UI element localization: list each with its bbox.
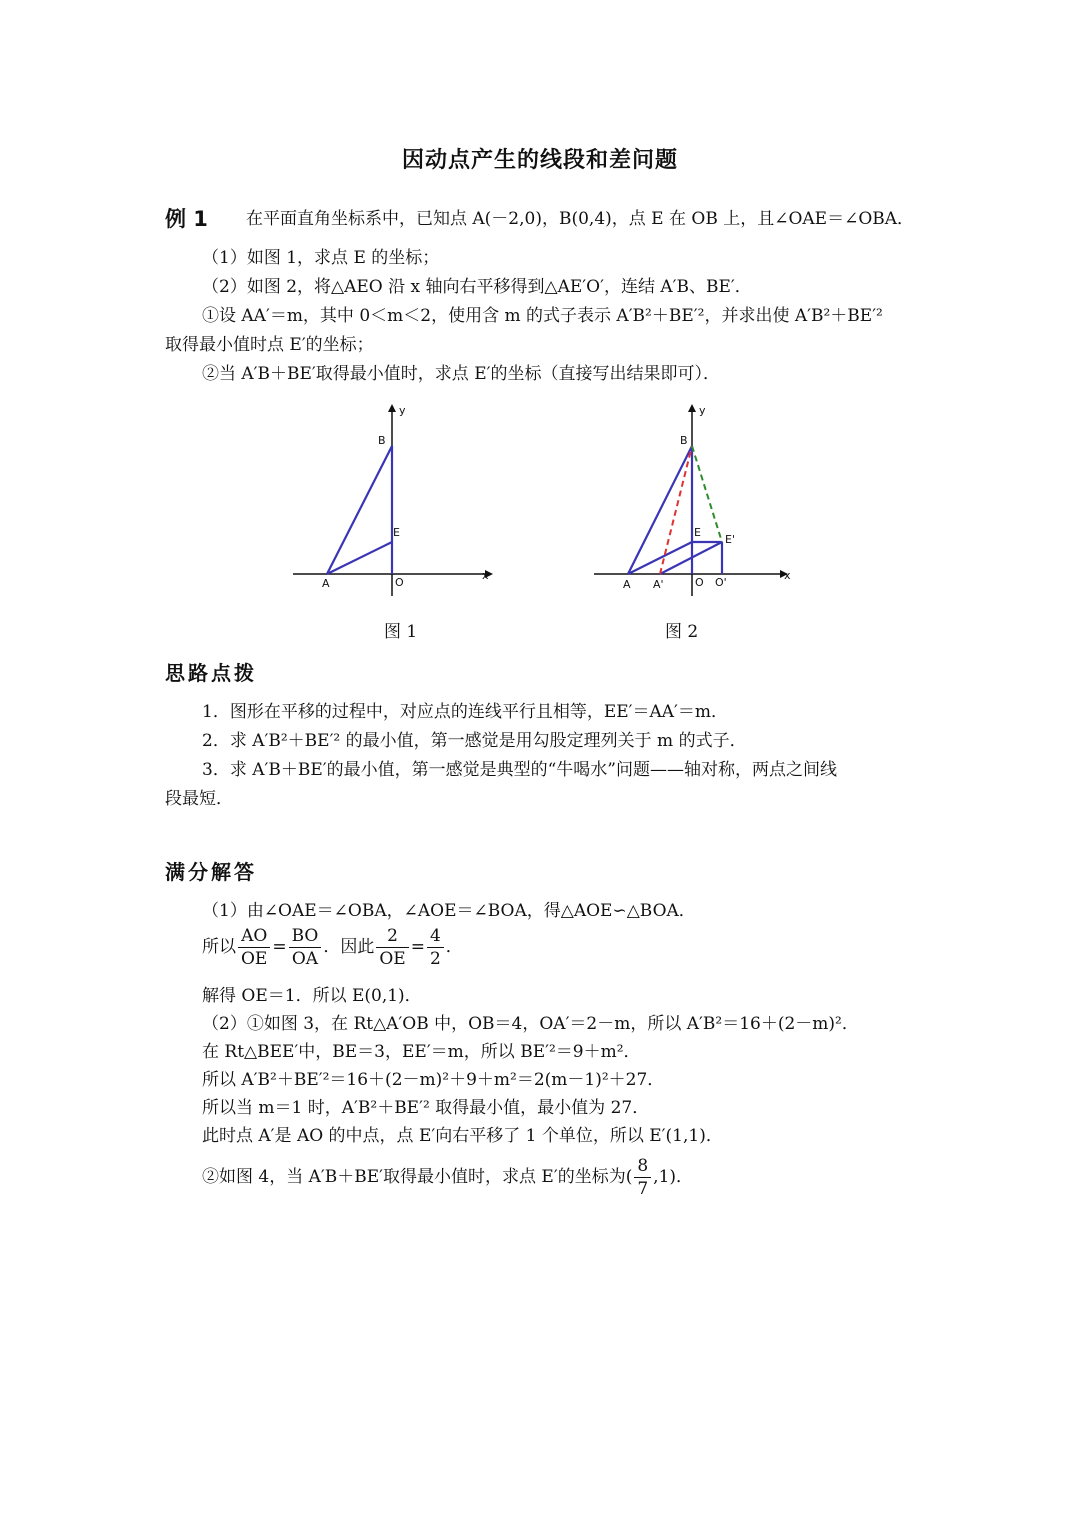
- fraction-2-oe: $\frac{2}{OE}$: [376, 925, 408, 970]
- fig1-y-arrow: [388, 404, 396, 412]
- fig1-triangle-aob: [327, 446, 392, 574]
- fig1-label-y: y: [399, 404, 406, 417]
- fig2-label-y: y: [699, 404, 706, 417]
- figure-1-caption: 图 1: [384, 622, 418, 642]
- solution-line-4: （2）①如图 3，在 Rt△A′OB 中，OB＝4，OA′＝2－m，所以 A′B²＝16＋(2－m)²．: [202, 1014, 859, 1034]
- fig1-segment-ae: [327, 542, 392, 574]
- fig2-label-a: A: [623, 578, 631, 591]
- period: ．: [676, 1167, 694, 1187]
- fig2-triangle-aob: [628, 446, 692, 574]
- figure-2: [588, 400, 808, 600]
- page-title: 因动点产生的线段和差问题: [401, 148, 678, 173]
- hint-item-3-cont: 段最短．: [165, 789, 233, 809]
- question-2-2: ②当 A′B＋BE′取得最小值时，求点 E′的坐标（直接写出结果即可）．: [202, 364, 720, 384]
- solution-line-2-prefix: 所以: [202, 937, 236, 957]
- fig2-label-e: E: [694, 526, 701, 539]
- solution-heading: 满分解答: [165, 860, 257, 884]
- fig1-label-b: B: [378, 434, 386, 447]
- fig2-segment-ae: [628, 542, 692, 574]
- fraction-4-2: $\frac{4}{2}$: [427, 925, 444, 970]
- hint-item-1: 1．图形在平移的过程中，对应点的连线平行且相等，EE′＝AA′＝m．: [202, 702, 729, 722]
- solution-line-2-mid: ．因此: [323, 937, 375, 957]
- fig2-label-e2: E': [725, 533, 735, 546]
- question-2-1b: 取得最小值时点 E′的坐标；: [165, 335, 374, 355]
- fig1-label-x: x: [482, 569, 489, 582]
- paren-close: ,1): [653, 1167, 677, 1187]
- fraction-ao-oe: $\frac{AO}{OE}$: [238, 925, 270, 970]
- paren-open: (: [625, 1167, 633, 1187]
- figure-2-caption: 图 2: [665, 622, 699, 642]
- fig2-label-o2: O': [715, 576, 727, 589]
- fig2-label-o: O: [695, 576, 704, 589]
- solution-line-2: 所以 $\frac{AO}{OE}$ = $\frac{BO}{OA}$ ．因此 $\frac{2}{OE}$ = $\frac{4}{2}$ ．: [202, 926, 463, 969]
- solution-line-9-prefix: ②如图 4，当 A′B＋BE′取得最小值时，求点 E′的坐标为: [202, 1167, 626, 1187]
- example-label: 例 1: [165, 207, 208, 231]
- solution-line-5: 在 Rt△BEE′中，BE＝3，EE′＝m，所以 BE′²＝9＋m²．: [202, 1042, 641, 1062]
- eq-sign-1: =: [272, 937, 287, 957]
- question-1: （1）如图 1，求点 E 的坐标；: [202, 248, 440, 268]
- question-2-1a: ①设 AA′＝m，其中 0＜m＜2，使用含 m 的式子表示 A′B²＋BE′²，并求出使 A′B²＋BE′²: [202, 306, 883, 326]
- solution-line-3: 解得 OE＝1．所以 E(0,1)．: [202, 986, 422, 1006]
- hints-heading: 思路点拨: [165, 661, 257, 685]
- figure-1: [285, 400, 505, 600]
- hint-item-2: 2．求 A′B²＋BE′² 的最小值，第一感觉是用勾股定理列关于 m 的式子．: [202, 731, 747, 751]
- eq-sign-2: =: [410, 937, 425, 957]
- solution-line-6: 所以 A′B²＋BE′²＝16＋(2－m)²＋9＋m²＝2(m－1)²＋27．: [202, 1070, 665, 1090]
- solution-line-1: （1）由∠OAE＝∠OBA，∠AOE＝∠BOA，得△AOE∽△BOA．: [202, 901, 696, 921]
- fig2-label-b: B: [680, 434, 688, 447]
- hint-item-3: 3．求 A′B＋BE′的最小值，第一感觉是典型的“牛喝水”问题——轴对称，两点之间线: [202, 760, 837, 780]
- solution-line-9: [202, 1155, 693, 1200]
- question-2: （2）如图 2，将△AEO 沿 x 轴向右平移得到△AE′O′，连结 A′B、BE′．: [202, 277, 752, 297]
- fraction-bo-oa: $\frac{BO}{OA}$: [289, 925, 322, 970]
- solution-line-8: 此时点 A′是 AO 的中点，点 E′向右平移了 1 个单位，所以 E′(1,1)．: [202, 1126, 723, 1146]
- fig1-label-a: A: [322, 577, 330, 590]
- fig1-label-o: O: [395, 576, 404, 589]
- fig2-y-arrow: [688, 404, 696, 412]
- fraction-8-7: $\frac{8}{7}$: [634, 1155, 651, 1200]
- example-stem: 在平面直角坐标系中，已知点 A(－2,0)，B(0,4)，点 E 在 OB 上，且∠OAE＝∠OBA．: [246, 209, 915, 229]
- solution-line-7: 所以当 m＝1 时，A′B²＋BE′² 取得最小值，最小值为 27．: [202, 1098, 650, 1118]
- fig1-label-e: E: [393, 526, 400, 539]
- fig2-label-x: x: [784, 569, 791, 582]
- fig2-label-a2: A': [653, 578, 664, 591]
